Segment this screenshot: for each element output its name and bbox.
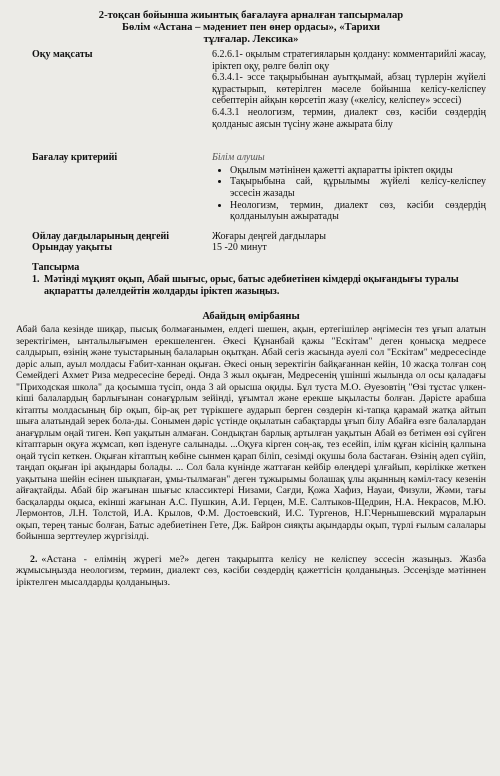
criteria-item: • Неологизм, термин, диалект сөз, кәсіби сөздердің қолданылуын ажыратады — [230, 200, 486, 223]
objective-item: 6.2.6.1- оқылым стратегияларын қолдану: комментарийлі жасау, іріктеп оқу, рөлге бөліп оқу — [212, 49, 486, 72]
criteria-row — [16, 152, 486, 223]
level-value: Жоғары деңгей дағдылары — [212, 230, 326, 242]
task-heading: Тапсырма — [32, 261, 80, 273]
criteria-item: • Тақырыбына сай, құрылымы жүйелі келісу-келіспеу эссесін жазады — [230, 176, 486, 199]
title-line-2: Бөлім «Астана – мәдениет пен өнер ордасы», «Тарихи — [121, 22, 381, 33]
level-label: Ойлау дағдыларының деңгейі — [32, 230, 170, 242]
objective-item: 6.4.3.1 неологизм, термин, диалект сөз, кәсіби сөздердің қолданыс аясын түсіну және ажырата білу — [212, 106, 486, 130]
document-title — [16, 10, 486, 46]
reading-text: Абай бала кезінде шиқар, пысық болмағанымен, елдегі шешен, ақын, ертегішілер әңгімесін тез ұғып алатын зеректігімен, ынталылығымен ерекшеленген. Әкесі Құнанбай қажы "Ескітам" деген қонысқа медресе салдырып, өзінің және туыстарының балаларын оқытқан. Абай сегіз жасында әуелі сол "Ескітам" медресесінде дәріс алып, ауыл молдасы Ғабит-ханнан оқыған. Әкесі оның зеректігін байқағаннан кейін, 10 жасқа толған соң Семейдегі Ахмет Риза медресесіне береді. Онда 3 жыл оқыған, Медресенің үшінші жылында ол осы қаладағы "Приходская школа" да қосымша түсіп, онда 3 ай орысша оқиды. Бұл туста М.О. Әуезовтің "Өзі тұстас үлкен-кіші балалардың барлығынан сонағұрлым зейінді, ұғымтал және ерекше ықыласты болған. Дәрісте арабша кітапты молдасының бір оқып, бір-ақ рет түрікшеге аударып берген сөздерін кі-тапқа қарамай жатқа айтып шыға алатындай зерек бола-ды. Сонымен дәріс үстінде оқылатын сабақтарды ұғып білу Абайға өзге балалардан анағұрлым оңай тиген. Көп уақытын алмаған. Сондықтан барлық артылған уақытын Абай өз бетімен өзі сүйген кітаптарын оқуға жұмсап, көп ізденуге салынады. ...Оқуға кірген соң-ақ, тез есейіп, ілім құған кісінің қалпына оңай түсіп кеткен. Оқыған кітаптың көбіне сынмен қарап біліп, сезімді оқушы бола бастаған. Өзінің әдеп сүйіп, таңдап оқыған ірі ақындары болады. ... Сол бала күнінде жаттаған кейбір өлеңдері ұлғайып, көрілікке жеткен уақытына шейін есінен шықпаған, ұмы-тылмаған" деген тұжырымы болашақ ұлы ақынның кәміл-тасу кезенін айғақтайды. Абай бір жағынан шығыс классиктері Низами, Сағди, Қожа Хафиз, Науаи, Физули, Жәми, тағы басқаларды оқыса, екінші жағынан А.С. Пушкин, А.И. Герцен, М.Е. Салтыков-Щедрин, Н.А. Некрасов, М.Ю. Лермонтов, Л.Н. Толстой, И.А. Крылов, Ф.М. Достоевский, И.С. Тургенов, Н.Г.Чернышевский мұраларын оқып, терең таныс болған, Батыс әдебиетінен Гете, Дж. Байрон сияқты ақындарды оқып, түрлі ғылым салалары бойынша зерттеулер жүргізілді. — [16, 324, 486, 543]
criteria-value — [212, 152, 486, 223]
task-2-number: 2. — [30, 553, 38, 565]
objectives-label: Оқу мақсаты — [32, 49, 93, 60]
reading-title: Абайдың өмірбаяны — [202, 311, 300, 323]
task-1 — [32, 274, 486, 297]
criteria-list — [212, 165, 486, 223]
title-line-1: 2-тоқсан бойынша жиынтық бағалауға арналған тапсырмалар — [98, 10, 404, 21]
level-row — [16, 231, 486, 243]
time-value: 15 -20 минут — [212, 242, 267, 254]
objective-item: 6.3.4.1- эссе тақырыбынан ауытқымай, абзац түрлерін жүйелі құрастырып, көтерілген мәселе бойынша келісу-келіспеу себептерін айқын көрсетіп жазу («келісу, келіспеу» эссесі) — [212, 72, 486, 107]
objectives-value — [212, 49, 486, 130]
time-label: Орындау уақыты — [32, 242, 113, 254]
task-2-text: «Астана - елімнің жүрегі ме?» деген тақырыпта келісу не келіспеу эссесін жазыңыз. Жазба жұмысыңызда неологизм, термин, диалект сөз, кәсіби сөздердің қажеттісін қолданыңыз. Эссеңізде мәтіннен іріктелген мысалдарды қолданыңыз. — [16, 553, 486, 588]
assessment-info-table — [16, 49, 486, 254]
task-1-text: Мәтінді мұқият оқып, Абай шығыс, орыс, батыс әдебиетінен кімдерді оқығандығы туралы ақпаратты дәлелдейтін жолдарды іріктеп жазыңыз. — [44, 273, 459, 297]
criteria-heading: Білім алушы — [212, 152, 265, 164]
title-line-3: тұлғалар. Лексика» — [203, 34, 299, 45]
task-2 — [16, 554, 486, 589]
criteria-label: Бағалау критерийі — [32, 152, 118, 164]
criteria-item: • Оқылым мәтінінен қажетті ақпаратты іріктеп оқиды — [230, 165, 486, 177]
time-row — [16, 242, 486, 254]
objectives-row — [16, 49, 486, 130]
task-1-number: 1. — [32, 273, 40, 285]
